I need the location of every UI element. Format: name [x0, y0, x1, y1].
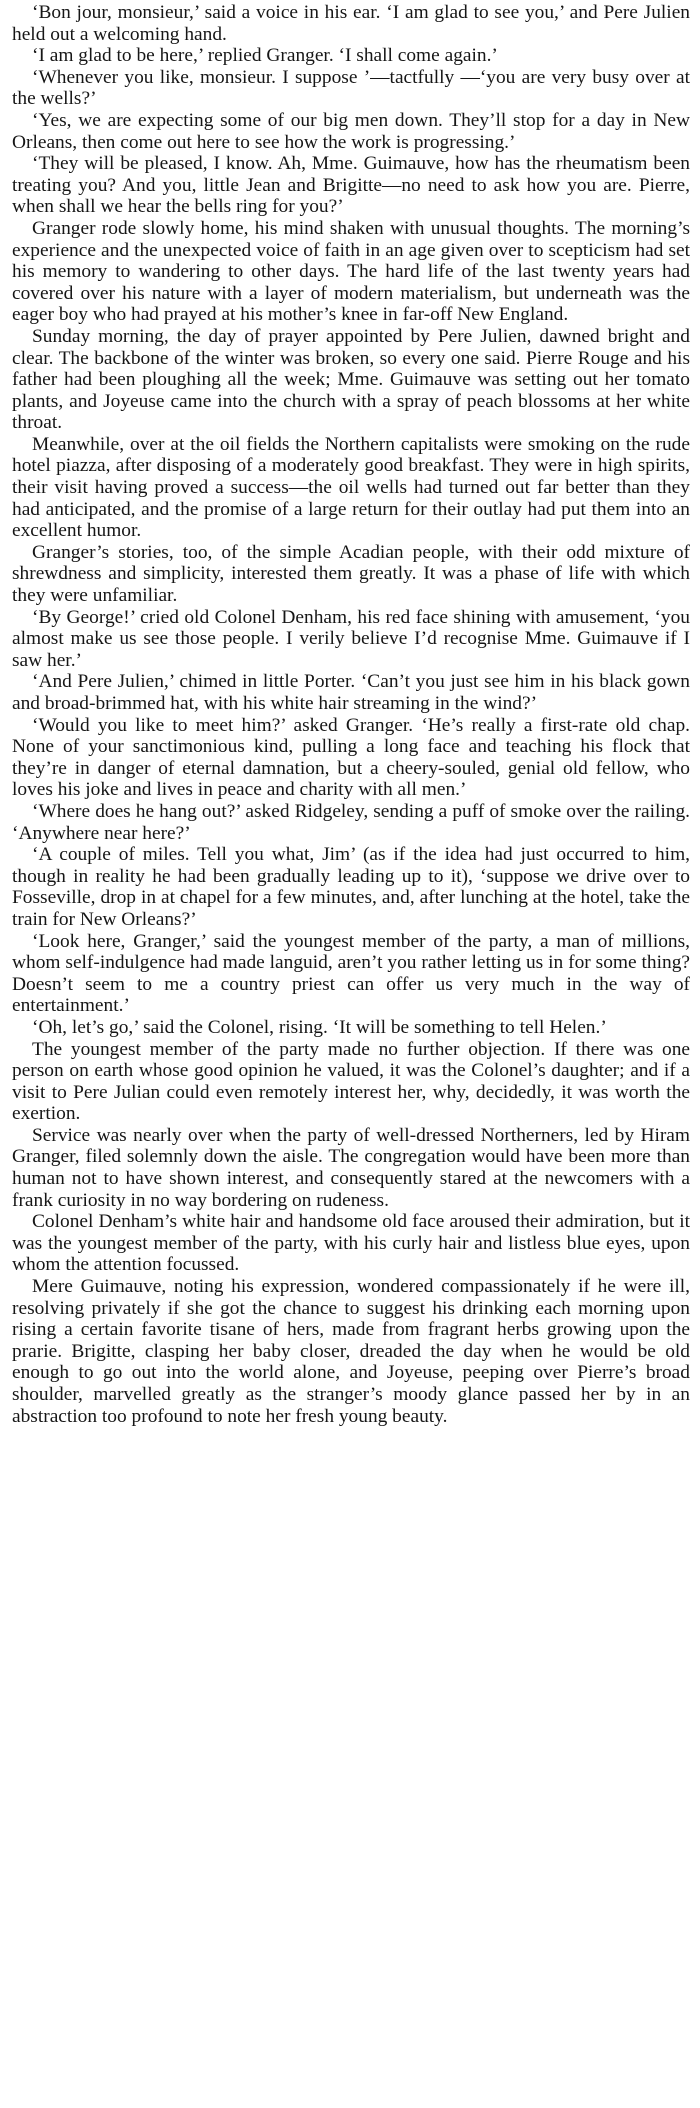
- paragraph: ‘Oh, let’s go,’ said the Colonel, rising. ‘It will be something to tell Helen.’: [32, 1016, 607, 1038]
- paragraph: Granger’s stories, too, of the simple Acadian people, with their odd mixture of shrewdness and simplicity, interested them greatly. It was a phase of life with which they were unfamiliar.: [12, 541, 690, 607]
- paragraph: Granger rode slowly home, his mind shaken with unusual thoughts. The morning’s experience and the unexpected voice of faith in an age given over to scepticism had set his memory to wandering to other days. The hard life of the last twenty years had covered over his nature with a layer of modern materialism, but underneath was the eager boy who had prayed at his mother’s knee in far-off New England.: [12, 217, 690, 326]
- paragraph: Sunday morning, the day of prayer appointed by Pere Julien, dawned bright and clear. The backbone of the winter was broken, so every one said. Pierre Rouge and his father had been ploughing all the week; Mme. Guimauve was setting out her tomato plants, and Joyeuse came into the church with a spray of peach blossoms at her white throat.: [12, 325, 690, 434]
- paragraph: ‘And Pere Julien,’ chimed in little Porter. ‘Can’t you just see him in his black gown and broad-brimmed hat, with his white hair streaming in the wind?’: [12, 671, 690, 714]
- paragraph: The youngest member of the party made no further objection. If there was one person on earth whose good opinion he valued, it was the Colonel’s daughter; and if a visit to Pere Julian could even remotely interest her, why, decidedly, it was worth the exertion.: [12, 1038, 690, 1125]
- paragraph: ‘I am glad to be here,’ replied Granger. ‘I shall come again.’: [32, 45, 498, 67]
- paragraph: ‘Whenever you like, monsieur. I suppose ’—tactfully —‘you are very busy over at the wells?’: [12, 66, 690, 110]
- paragraph: ‘They will be pleased, I know. Ah, Mme. Guimauve, how has the rheumatism been treating you? And you, little Jean and Brigitte—no need to ask how you are. Pierre, when shall we hear the bells ring for you?’: [12, 153, 690, 218]
- paragraph: ‘By George!’ cried old Colonel Denham, his red face shining with amusement, ‘you almost make us see those people. I verily believe I’d recognise Mme. Guimauve if I saw her.’: [12, 606, 690, 671]
- paragraph: ‘A couple of miles. Tell you what, Jim’ (as if the idea had just occurred to him, though in reality he had been gradually leading up to it), ‘suppose we drive over to Fosseville, drop in at chapel for a few minutes, and, after lunching at the hotel, take the train for New Orleans?’: [12, 844, 690, 930]
- paragraph: Service was nearly over when the party of well-dressed Northerners, led by Hiram Granger, filed solemnly down the aisle. The congregation would have been more than human not to have shown interest, and consequently stared at the newcomers with a frank curiosity in no way bordering on rudeness.: [12, 1124, 690, 1211]
- paragraph: Colonel Denham’s white hair and handsome old face aroused their admiration, but it was the youngest member of the party, with his curly hair and listless blue eyes, upon whom the attention focussed.: [12, 1211, 690, 1276]
- paragraph: ‘Look here, Granger,’ said the youngest member of the party, a man of millions, whom self-indulgence had made languid, aren’t you rather letting us in for some thing? Doesn’t seem to me a country priest can offer us very much in the way of entertainment.’: [12, 930, 690, 1017]
- paragraph: ‘Bon jour, monsieur,’ said a voice in his ear. ‘I am glad to see you,’ and Pere Julien held out a welcoming hand.: [12, 2, 690, 45]
- paragraph: Mere Guimauve, noting his expression, wondered compassionately if he were ill, resolving privately if she got the chance to suggest his drinking each morning upon rising a certain favorite tisane of hers, made from fragrant herbs growing upon the prarie. Brigitte, clasping her baby closer, dreaded the day when he would be old enough to go out into the world alone, and Joyeuse, peeping over Pierre’s broad shoulder, marvelled greatly as the stranger’s moody glance passed her by in an abstraction too profound to note her fresh young beauty.: [12, 1276, 690, 1427]
- paragraph: Meanwhile, over at the oil fields the Northern capitalists were smoking on the rude hotel piazza, after disposing of a moderately good breakfast. They were in high spirits, their visit having proved a success—the oil wells had turned out far better than they had anticipated, and the promise of a large return for their outlay had put them into an excellent humor.: [12, 433, 690, 542]
- paragraph: ‘Yes, we are expecting some of our big men down. They’ll stop for a day in New Orleans, then come out here to see how the work is progressing.’: [12, 109, 690, 153]
- paragraph: ‘Would you like to meet him?’ asked Granger. ‘He’s really a first-rate old chap. None of your sanctimonious kind, pulling a long face and teaching his flock that they’re in danger of eternal damnation, but a cheery-souled, genial old fellow, who loves his joke and lives in peace and charity with all men.’: [12, 714, 690, 801]
- paragraph: ‘Where does he hang out?’ asked Ridgeley, sending a puff of smoke over the railing. ‘Anywhere near here?’: [12, 800, 690, 844]
